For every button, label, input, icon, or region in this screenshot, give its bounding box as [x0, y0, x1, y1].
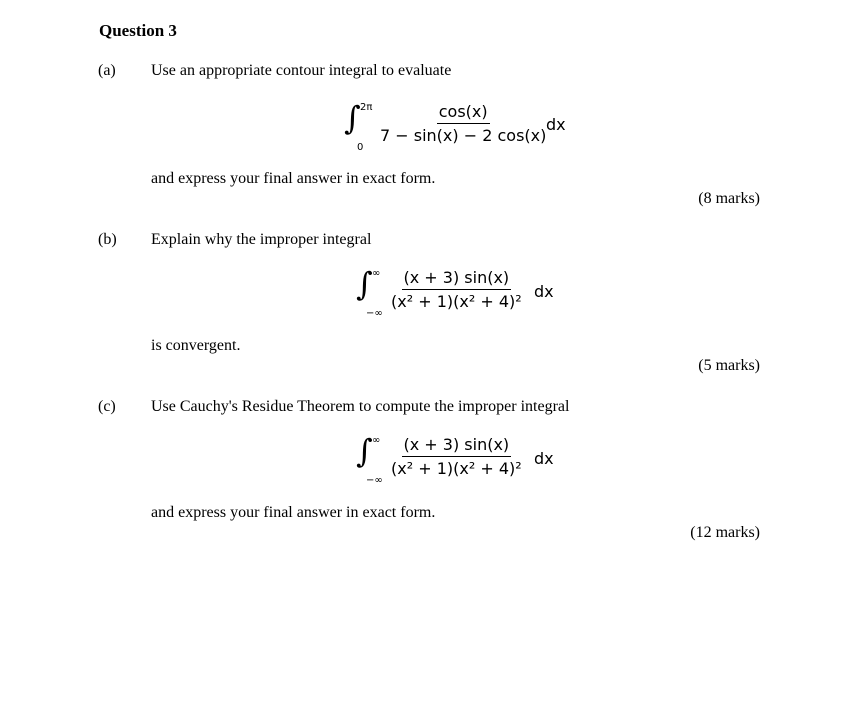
differential: dx: [546, 115, 566, 134]
fraction: [389, 435, 524, 478]
part-c-integral: [356, 433, 596, 493]
upper-limit: ∞: [372, 268, 381, 279]
part-b-integral: [356, 266, 596, 326]
part-c-label: (c): [98, 398, 116, 415]
part-b-label: (b): [98, 231, 117, 248]
denominator: (x² + 1)(x² + 4)²: [391, 292, 522, 311]
denominator: 7 − sin(x) − 2 cos(x): [380, 126, 547, 145]
numerator: cos(x): [437, 102, 490, 124]
integral-sign: ∫: [356, 265, 373, 303]
numerator: (x + 3) sin(x): [402, 435, 512, 457]
part-a-integral: [342, 100, 602, 160]
fraction: [378, 102, 548, 145]
part-a-follow: and express your final answer in exact form.: [151, 170, 436, 187]
part-c-marks: (12 marks): [690, 524, 760, 541]
upper-limit: ∞: [372, 435, 381, 446]
lower-limit: −∞: [366, 475, 383, 486]
part-a-label: (a): [98, 62, 116, 79]
part-b-follow: is convergent.: [151, 337, 241, 354]
lower-limit: 0: [357, 142, 364, 153]
question-title: Question 3: [99, 21, 177, 40]
lower-limit: −∞: [366, 308, 383, 319]
differential: dx: [534, 282, 554, 301]
integral-sign: ∫: [356, 432, 373, 470]
denominator: (x² + 1)(x² + 4)²: [391, 459, 522, 478]
part-a-marks: (8 marks): [698, 190, 760, 207]
numerator: (x + 3) sin(x): [402, 268, 512, 290]
fraction: [389, 268, 524, 311]
part-c-follow: and express your final answer in exact form.: [151, 504, 436, 521]
part-c-prompt: Use Cauchy's Residue Theorem to compute the improper integral: [151, 398, 570, 415]
part-b-prompt: Explain why the improper integral: [151, 231, 372, 248]
differential: dx: [534, 449, 554, 468]
part-b-marks: (5 marks): [698, 357, 760, 374]
integral-sign: ∫: [344, 99, 361, 137]
upper-limit: 2π: [360, 102, 373, 113]
part-a-prompt: Use an appropriate contour integral to evaluate: [151, 62, 452, 79]
